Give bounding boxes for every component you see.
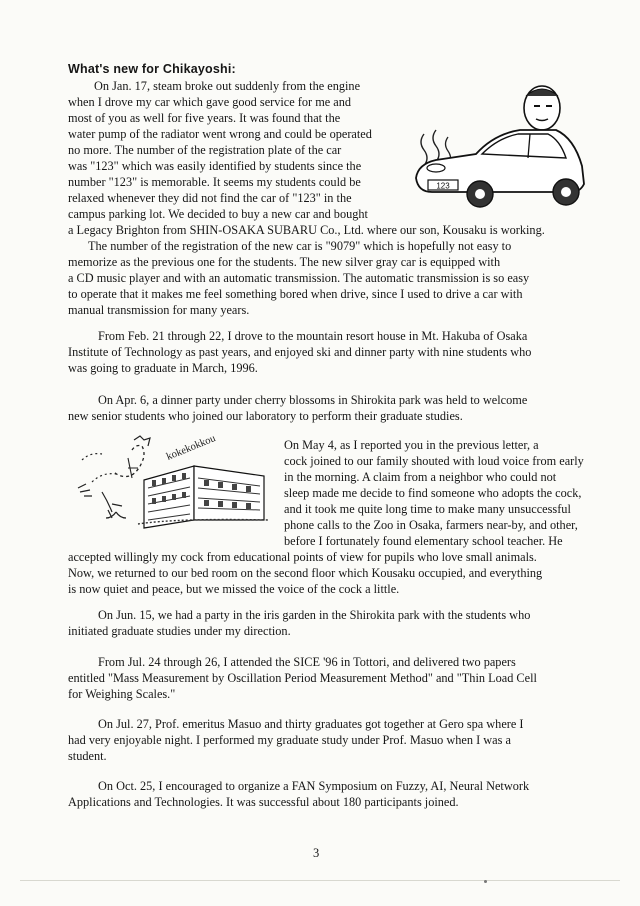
text-line: water pump of the radiator went wrong and could be operated (68, 127, 372, 141)
text-line: From Jul. 24 through 26, I attended the SICE '96 in Tottori, and delivered two papers (98, 655, 516, 669)
text-line: manual transmission for many years. (68, 303, 250, 317)
text-line: sleep made me decide to find someone who adopts the cock, (284, 486, 582, 500)
text-line: On Oct. 25, I encouraged to organize a FAN Symposium on Fuzzy, AI, Neural Network (98, 779, 530, 793)
text-line: a CD music player and with an automatic transmission. The automatic transmission is so easy (68, 271, 530, 285)
text-line: campus parking lot. We decided to buy a new car and bought (68, 207, 368, 221)
text-line: The number of the registration of the new car is "9079" which is hopefully not easy to (88, 239, 512, 253)
jul-sice-paragraph (68, 654, 588, 702)
car-paragraph-top (68, 78, 408, 222)
jul-masuo-paragraph (68, 716, 588, 764)
text-line: in the morning. A claim from a neighbor who could not (284, 470, 557, 484)
car-paragraph-bottom (68, 222, 588, 318)
kokekokkou-text: kokekokkou (165, 433, 218, 463)
text-line: accepted willingly my cock from educational points of view for pupils who love small animals. (68, 550, 537, 564)
license-plate-text: 123 (436, 181, 450, 191)
cock-school-illustration (72, 420, 282, 536)
page-title: What's new for Chikayoshi: (68, 62, 236, 76)
text-line: On May 4, as I reported you in the previous letter, a (284, 438, 539, 452)
scan-speck (484, 880, 487, 883)
text-line: was "123" which was easily identified by students since the (68, 159, 362, 173)
text-line: On Jan. 17, steam broke out suddenly from the engine (94, 79, 361, 93)
text-line: most of you as well for five years. It was found that the (68, 111, 341, 125)
text-line: cock joined to our family shouted with loud voice from early (284, 454, 584, 468)
text-line: relaxed whenever they did not find the car of "123" in the (68, 191, 352, 205)
oct-paragraph (68, 778, 588, 810)
text-line: Now, we returned to our bed room on the second floor which Kousaku occupied, and everything (68, 566, 543, 580)
text-line: From Feb. 21 through 22, I drove to the mountain resort house in Mt. Hakuba of Osaka (98, 329, 528, 343)
text-line: number "123" is memorable. It seems my students could be (68, 175, 361, 189)
text-line: entitled "Mass Measurement by Oscillation Period Measurement Method" and "Thin Load Cell (68, 671, 537, 685)
text-line: no more. The number of the registration plate of the car (68, 143, 342, 157)
bottom-edge-rule (20, 880, 620, 881)
text-line: was going to graduate in March, 1996. (68, 361, 258, 375)
text-line: when I drove my car which gave good service for me and (68, 95, 352, 109)
text-line: to operate that it makes me feel something bored when drive, since I used to drive a car with (68, 287, 523, 301)
may-paragraph-top (284, 437, 584, 549)
jun-paragraph (68, 607, 588, 639)
text-line: On Apr. 6, a dinner party under cherry blossoms in Shirokita park was held to welcome (98, 393, 528, 407)
text-line: Applications and Technologies. It was successful about 180 participants joined. (68, 795, 459, 809)
text-line: Institute of Technology as past years, and enjoyed ski and dinner party with nine students who (68, 345, 532, 359)
text-line: before I fortunately found elementary school teacher. He (284, 534, 563, 548)
text-line: initiated graduate studies under my direction. (68, 624, 291, 638)
page-number: 3 (313, 846, 320, 860)
text-line: and it took me quite long time to make many unsuccessful (284, 502, 571, 516)
text-line: On Jun. 15, we had a party in the iris garden in the Shirokita park with the students who (98, 608, 531, 622)
text-line: student. (68, 749, 107, 763)
may-paragraph-bottom (68, 549, 588, 597)
text-line: new senior students who joined our laboratory to perform their graduate studies. (68, 409, 463, 423)
text-line: is now quiet and peace, but we missed the voice of the cock a little. (68, 582, 400, 596)
car-driver-illustration (410, 82, 588, 212)
text-line: memorize as the previous one for the students. The new silver gray car is equipped with (68, 255, 501, 269)
feb-paragraph (68, 328, 588, 376)
text-line: phone calls to the Zoo in Osaka, farmers near-by, and other, (284, 518, 578, 532)
text-line: a Legacy Brighton from SHIN-OSAKA SUBARU Co., Ltd. where our son, Kousaku is working. (68, 223, 545, 237)
text-line: for Weighing Scales." (68, 687, 176, 701)
text-line: On Jul. 27, Prof. emeritus Masuo and thirty graduates got together at Gero spa where I (98, 717, 524, 731)
text-line: had very enjoyable night. I performed my graduate study under Prof. Masuo when I was a (68, 733, 511, 747)
